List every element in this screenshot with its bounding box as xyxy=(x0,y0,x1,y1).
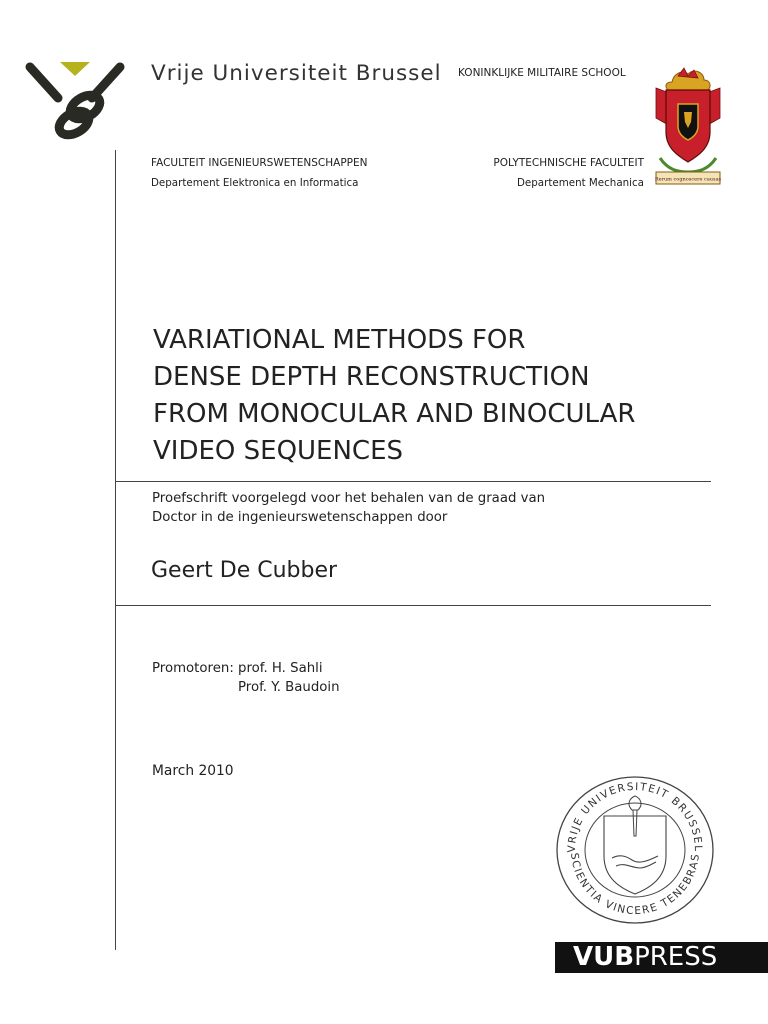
kms-crest-motto: Rerum cognoscere causas xyxy=(654,176,722,183)
seal-outer-ring xyxy=(557,777,713,923)
promotors-block xyxy=(152,659,340,697)
right-faculty: POLYTECHNISCHE FACULTEIT xyxy=(493,157,644,169)
subtitle-line: Proefschrift voorgelegd voor het behalen van de graad van xyxy=(152,491,546,506)
left-faculty: FACULTEIT INGENIEURSWETENSCHAPPEN xyxy=(151,157,368,169)
kms-crest xyxy=(654,66,722,192)
promotors-label: Promotoren: xyxy=(152,661,234,676)
title-line: VIDEO SEQUENCES xyxy=(153,436,404,466)
vubpress-light: PRESS xyxy=(634,942,718,972)
vub-logo-ring-lower xyxy=(55,106,93,139)
seal-top-text: VRIJE UNIVERSITEIT BRUSSEL xyxy=(565,780,705,853)
vertical-rule-lower xyxy=(115,480,116,950)
promotor-name: Prof. Y. Baudoin xyxy=(238,680,340,695)
publication-date: March 2010 xyxy=(152,763,234,779)
subtitle-line: Doctor in de ingenieurswetenschappen door xyxy=(152,510,448,525)
thesis-title xyxy=(153,322,723,470)
vubpress-bold: VUB xyxy=(573,942,635,972)
vub-logo-accent-triangle xyxy=(60,62,90,76)
vub-seal xyxy=(554,774,716,926)
seal-handshake-icon xyxy=(612,856,658,868)
vub-name: Vrije Universiteit Brussel xyxy=(151,61,442,86)
vubpress-logo xyxy=(555,942,768,973)
kms-name: KONINKLIJKE MILITAIRE SCHOOL xyxy=(458,67,626,79)
right-department: Departement Mechanica xyxy=(517,177,644,189)
title-line: FROM MONOCULAR AND BINOCULAR xyxy=(153,399,636,429)
left-department: Departement Elektronica en Informatica xyxy=(151,177,359,189)
promotor-name: prof. H. Sahli xyxy=(238,661,323,676)
title-line: VARIATIONAL METHODS FOR xyxy=(153,325,526,355)
vub-logo-left-arm xyxy=(30,67,58,98)
vub-logo xyxy=(24,60,128,142)
kms-crest-lion-head xyxy=(678,68,698,78)
svg-text:VRIJE UNIVERSITEIT BRUSSEL xyxy=(566,781,704,853)
title-line: DENSE DEPTH RECONSTRUCTION xyxy=(153,362,590,392)
vertical-rule-upper xyxy=(115,150,116,480)
thesis-subtitle xyxy=(152,489,545,527)
kms-crest-lion-crown xyxy=(666,71,710,90)
seal-inner-ring xyxy=(585,803,685,897)
seal-shield xyxy=(604,816,666,894)
rule-below-author xyxy=(115,605,711,606)
seal-bottom-text: SCIENTIA VINCERE TENEBRAS xyxy=(567,852,703,918)
author-name: Geert De Cubber xyxy=(151,558,338,583)
rule-below-title xyxy=(115,481,711,482)
